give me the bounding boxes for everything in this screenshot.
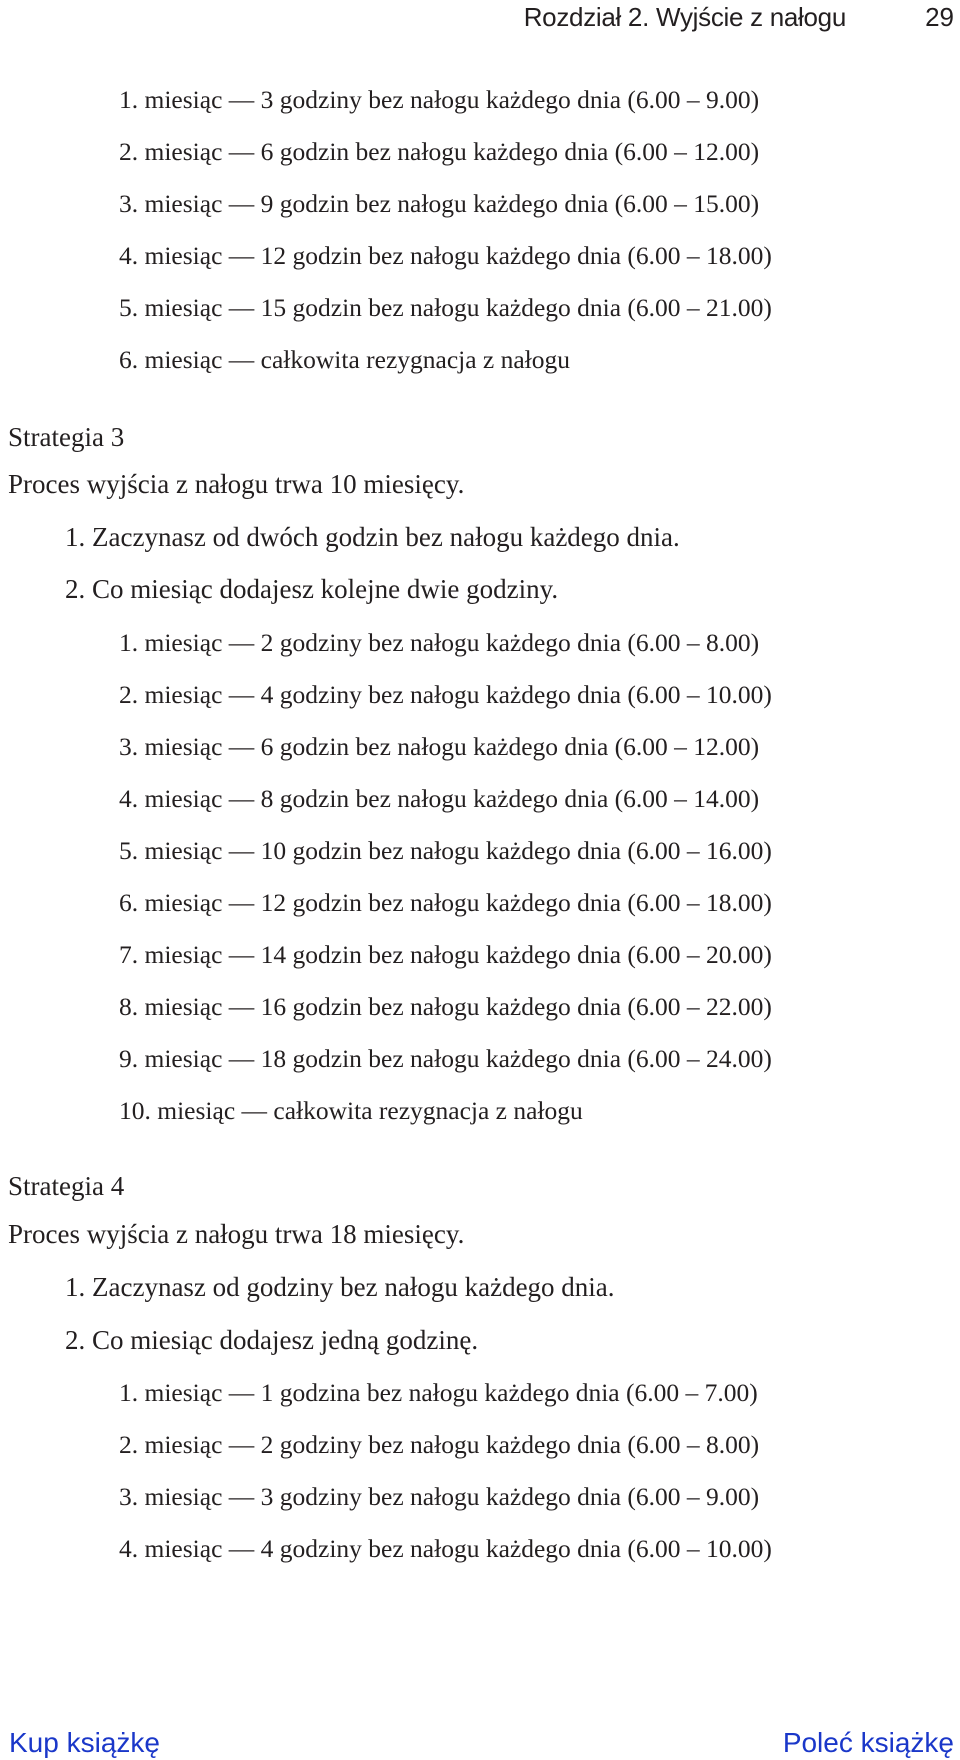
schedule-item: 4. miesiąc — 4 godziny bez nałogu każdego dnia (6.00 – 10.00)	[119, 1534, 772, 1563]
schedule-item: 6. miesiąc — 12 godzin bez nałogu każdego dnia (6.00 – 18.00)	[119, 888, 772, 917]
schedule-item: 4. miesiąc — 8 godzin bez nałogu każdego dnia (6.00 – 14.00)	[119, 784, 760, 813]
schedule-item: 7. miesiąc — 14 godzin bez nałogu każdego dnia (6.00 – 20.00)	[119, 940, 772, 969]
strategy-3-heading: Strategia 3	[8, 422, 125, 452]
strategy-3-step: 1. Zaczynasz od dwóch godzin bez nałogu każdego dnia.	[65, 522, 680, 552]
schedule-item: 2. miesiąc — 6 godzin bez nałogu każdego dnia (6.00 – 12.00)	[119, 137, 760, 166]
chapter-title: Rozdział 2. Wyjście z nałogu	[523, 2, 846, 32]
schedule-item: 5. miesiąc — 15 godzin bez nałogu każdego dnia (6.00 – 21.00)	[119, 293, 772, 322]
schedule-item: 2. miesiąc — 4 godziny bez nałogu każdego dnia (6.00 – 10.00)	[119, 680, 772, 709]
page-number: 29	[925, 2, 954, 32]
schedule-item: 1. miesiąc — 2 godziny bez nałogu każdego dnia (6.00 – 8.00)	[119, 628, 760, 657]
schedule-item: 8. miesiąc — 16 godzin bez nałogu każdego dnia (6.00 – 22.00)	[119, 992, 772, 1021]
schedule-item: 4. miesiąc — 12 godzin bez nałogu każdego dnia (6.00 – 18.00)	[119, 241, 772, 270]
strategy-4-intro: Proces wyjścia z nałogu trwa 18 miesięcy.	[8, 1219, 465, 1249]
schedule-item: 3. miesiąc — 3 godziny bez nałogu każdego dnia (6.00 – 9.00)	[119, 1482, 760, 1511]
schedule-item: 6. miesiąc — całkowita rezygnacja z nałogu	[119, 345, 571, 374]
schedule-item: 3. miesiąc — 6 godzin bez nałogu każdego dnia (6.00 – 12.00)	[119, 732, 760, 761]
strategy-4-step: 1. Zaczynasz od godziny bez nałogu każdego dnia.	[65, 1272, 615, 1302]
schedule-item: 5. miesiąc — 10 godzin bez nałogu każdego dnia (6.00 – 16.00)	[119, 836, 772, 865]
schedule-item: 1. miesiąc — 3 godziny bez nałogu każdego dnia (6.00 – 9.00)	[119, 85, 760, 114]
page-header	[0, 0, 960, 40]
strategy-3-intro: Proces wyjścia z nałogu trwa 10 miesięcy.	[8, 469, 465, 499]
schedule-item: 1. miesiąc — 1 godzina bez nałogu każdego dnia (6.00 – 7.00)	[119, 1378, 758, 1407]
schedule-item: 2. miesiąc — 2 godziny bez nałogu każdego dnia (6.00 – 8.00)	[119, 1430, 760, 1459]
recommend-book-link[interactable]: Poleć książkę	[782, 1727, 954, 1758]
buy-book-link[interactable]: Kup książkę	[9, 1727, 160, 1758]
schedule-item: 9. miesiąc — 18 godzin bez nałogu każdego dnia (6.00 – 24.00)	[119, 1044, 772, 1073]
strategy-4-step: 2. Co miesiąc dodajesz jedną godzinę.	[65, 1325, 479, 1355]
schedule-item: 3. miesiąc — 9 godzin bez nałogu każdego dnia (6.00 – 15.00)	[119, 189, 760, 218]
strategy-4-heading: Strategia 4	[8, 1171, 125, 1201]
strategy-3-step: 2. Co miesiąc dodajesz kolejne dwie godziny.	[65, 574, 559, 604]
schedule-item: 10. miesiąc — całkowita rezygnacja z nałogu	[119, 1096, 583, 1125]
